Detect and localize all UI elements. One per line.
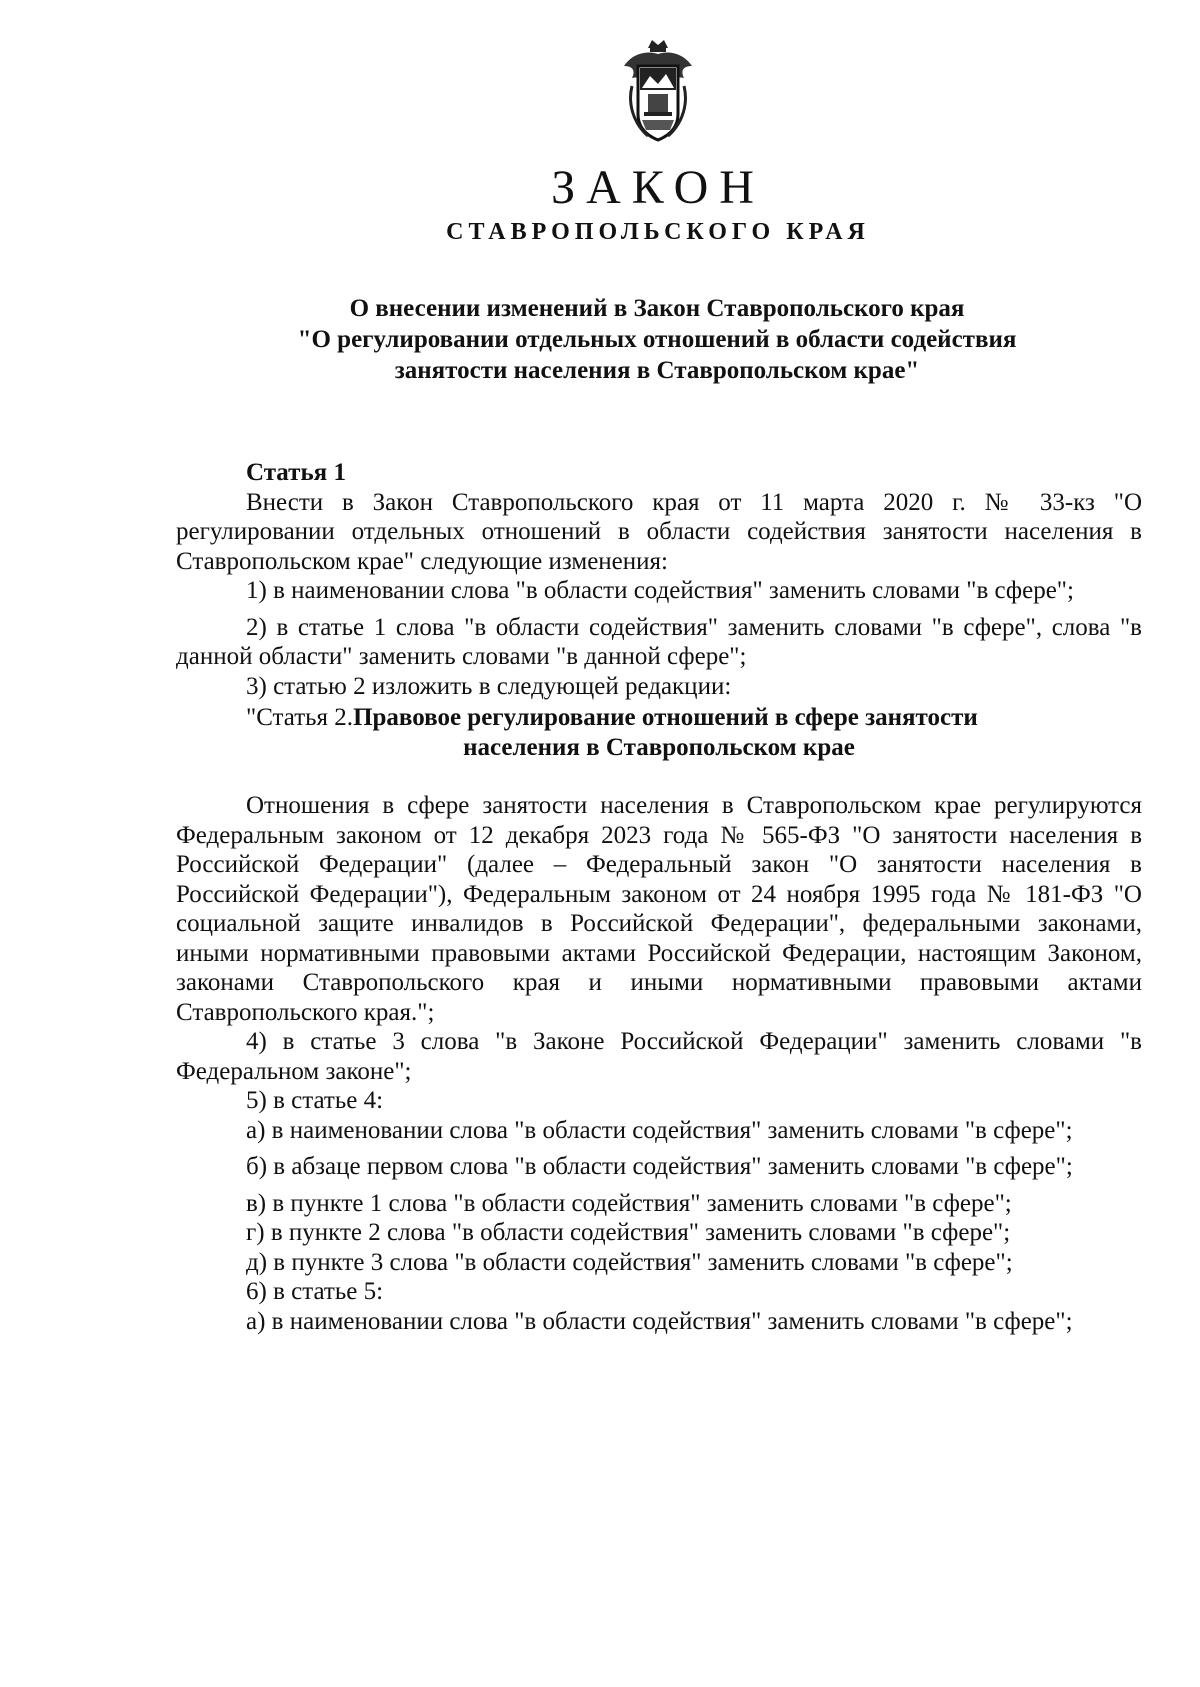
amendment-item-2: 2) в статье 1 слова "в области содействия" заменить словами "в сфере", слова "в данной области" заменить словами "в данной сфере"; [176,613,1142,670]
quoted-article-title-line: Правовое регулирование отношений в сфере занятости [353,704,978,731]
law-title: ЗАКОН [551,161,765,214]
amendment-item-5g: г) в пункте 2 слова "в области содействия" заменить словами "в сфере"; [246,1219,1011,1246]
quoted-article-number: "Статья 2. [246,704,354,731]
document-heading [175,293,1139,386]
amendment-item-5d: д) в пункте 3 слова "в области содействия" заменить словами "в сфере"; [246,1248,1013,1276]
amendment-item-1: 1) в наименовании слова "в области содействия" заменить словами "в сфере"; [246,577,1074,604]
document-body [176,458,1142,1336]
amendment-item-5: 5) в статье 4: [246,1087,384,1114]
document-heading-line: О внесении изменений в Закон Ставропольского края [349,295,965,322]
amendment-item-4: 4) в статье 3 слова "в Законе Российской Федерации" заменить словами "в Федеральном законе"; [176,1028,1142,1085]
amendment-item-5b: б) в абзаце первом слова "в области содействия" заменить словами "в сфере"; [246,1153,1073,1180]
amendment-item-6: 6) в статье 5: [246,1278,384,1305]
amendment-item-5v: в) в пункте 1 слова "в области содействия" заменить словами "в сфере"; [246,1189,1012,1217]
quoted-article-title [353,703,978,762]
law-subtitle: СТАВРОПОЛЬСКОГО КРАЯ [446,219,870,245]
amendment-item-3: 3) статью 2 изложить в следующей редакции: [246,672,732,700]
document-heading-line: занятости населения в Ставропольском крае" [394,357,920,384]
quoted-article-heading [246,703,1142,762]
stavropol-coat-of-arms-icon [618,36,698,146]
amendment-item-6a: а) в наименовании слова "в области содействия" заменить словами "в сфере"; [246,1307,1073,1335]
article-intro-paragraph: Внести в Закон Ставропольского края от 11 марта 2020 г. № 33-кз "О регулировании отдельных отношений в области содействия занятости населения в Ставропольском крае" следующие изменения: [176,488,1142,575]
quoted-article-title-line: населения в Ставропольском крае [463,733,855,761]
document-heading-line: "О регулировании отдельных отношений в области содействия [297,326,1017,353]
quoted-article-text: Отношения в сфере занятости населения в Ставропольском крае регулируются Федеральным законом от 12 декабря 2023 года № 565-ФЗ "О занятости населения в Российской Федерации" (далее – Федеральный закон "О занятости населения в Российской Федерации"), Федеральным законом от 24 ноября 1995 года № 181-ФЗ "О социальной защите инвалидов в Российской Федерации", федеральными законами, иными нормативными правовыми актами Российской Федерации, настоящим Законом, законами Ставропольского края и иными нормативными правовыми актами Ставропольского края."; [176,792,1142,1026]
article-title: Статья 1 [246,459,346,486]
amendment-item-5a: а) в наименовании слова "в области содействия" заменить словами "в сфере"; [246,1116,1073,1144]
